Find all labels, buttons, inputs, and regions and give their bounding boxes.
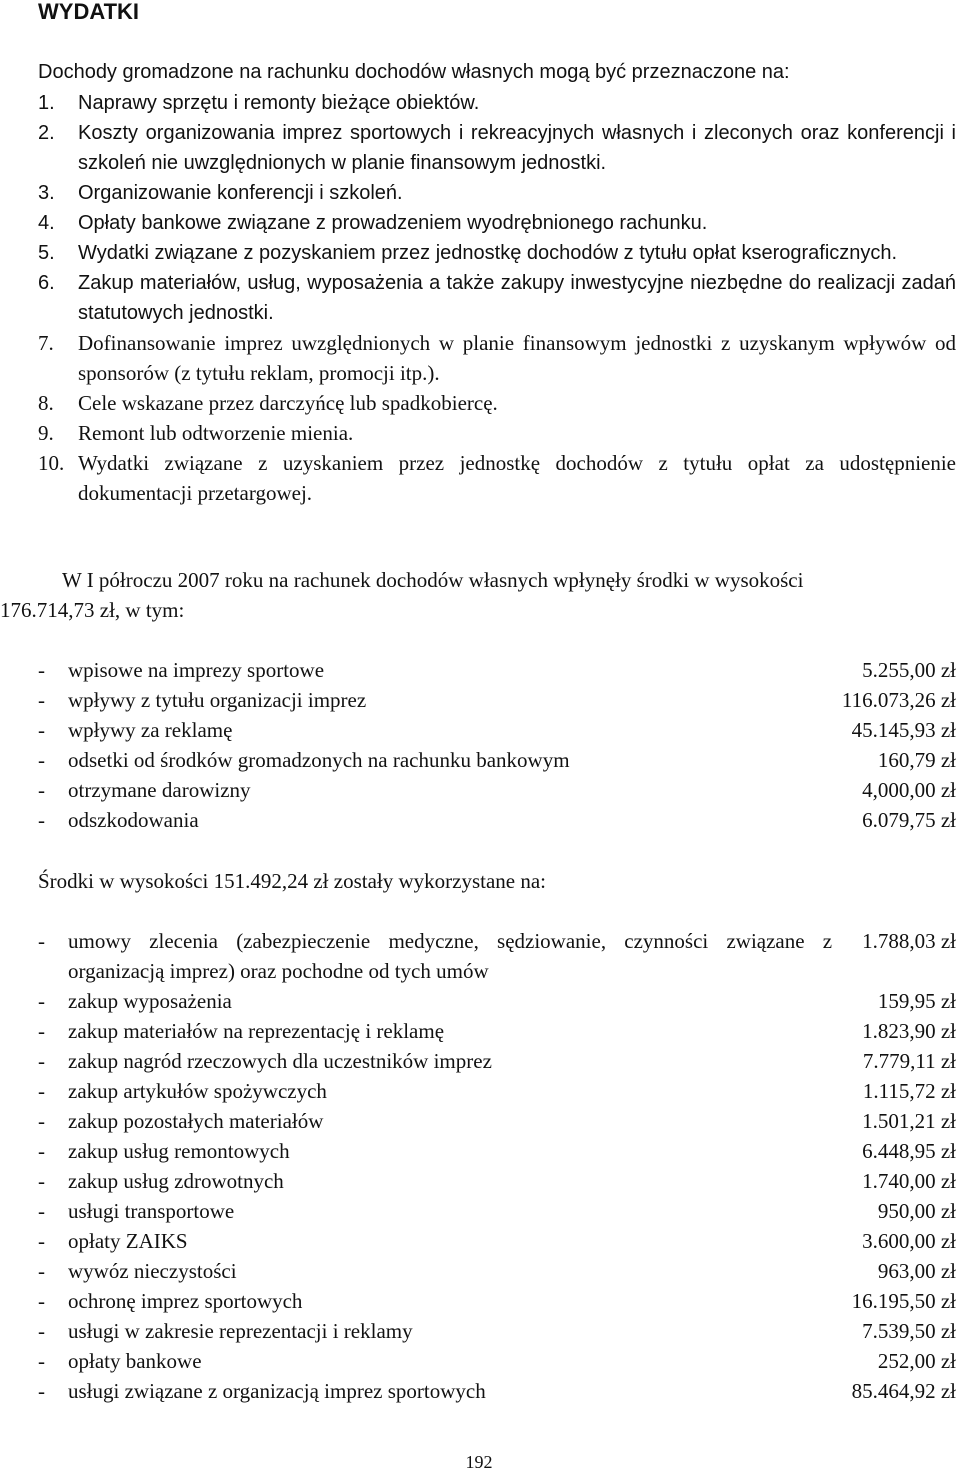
dash: - (38, 718, 45, 742)
item-number: 2. (38, 122, 55, 144)
list-item (38, 238, 956, 268)
income-row (38, 685, 956, 715)
spending-label: wywóz nieczystości (68, 1259, 237, 1283)
item-number: 5. (38, 242, 55, 264)
income-label: wpływy z tytułu organizacji imprez (68, 688, 367, 712)
spending-amount: 1.740,00 zł (862, 1169, 956, 1193)
item-number: 7. (38, 331, 54, 355)
dash: - (38, 929, 45, 953)
income-paragraph-line2: 176.714,73 zł, w tym: (0, 598, 185, 622)
spending-label: opłaty ZAIKS (68, 1229, 188, 1253)
list-item (38, 118, 956, 178)
spending-row (38, 1106, 956, 1136)
income-amount: 5.255,00 zł (862, 658, 956, 682)
spending-row (38, 926, 956, 986)
income-label: wpisowe na imprezy sportowe (68, 658, 325, 682)
dash: - (38, 1199, 45, 1223)
item-text: Wydatki związane z pozyskaniem przez jednostkę dochodów z tytułu opłat kserograficznych. (78, 242, 898, 264)
income-paragraph (0, 565, 958, 625)
spending-row (38, 1286, 956, 1316)
dash: - (38, 748, 45, 772)
spending-intro: Środki w wysokości 151.492,24 zł zostały wykorzystane na: (38, 869, 547, 893)
spending-label: zakup materiałów na reprezentację i reklamę (68, 1019, 445, 1043)
purposes-list (38, 88, 956, 508)
income-row (38, 805, 956, 835)
item-text: Wydatki związane z uzyskaniem przez jednostkę dochodów z tytułu opłat za udostępnienie dokumentacji przetargowej. (78, 451, 956, 505)
list-item (38, 268, 956, 328)
spending-row (38, 1346, 956, 1376)
spending-amount: 1.501,21 zł (862, 1109, 956, 1133)
list-item (38, 178, 956, 208)
item-text: Dofinansowanie imprez uwzględnionych w planie finansowym jednostki z uzyskanym wpływów od sponsorów (z tytułu reklam, promocji itp.). (78, 331, 956, 385)
item-number: 8. (38, 391, 54, 415)
spending-label: usługi w zakresie reprezentacji i reklamy (68, 1319, 413, 1343)
dash: - (38, 688, 45, 712)
dash: - (38, 1379, 45, 1403)
income-row (38, 715, 956, 745)
item-text: Zakup materiałów, usług, wyposażenia a także zakupy inwestycyjne niezbędne do realizacji zadań statutowych jednostki. (78, 272, 956, 324)
spending-label: zakup wyposażenia (68, 989, 232, 1013)
dash: - (38, 808, 45, 832)
income-amount: 4,000,00 zł (862, 778, 956, 802)
income-row (38, 745, 956, 775)
spending-row (38, 1256, 956, 1286)
intro-text: Dochody gromadzone na rachunku dochodów własnych mogą być przeznaczone na: (38, 61, 790, 83)
income-label: otrzymane darowizny (68, 778, 251, 802)
income-row (38, 655, 956, 685)
item-text: Opłaty bankowe związane z prowadzeniem wyodrębnionego rachunku. (78, 212, 708, 234)
dash: - (38, 778, 45, 802)
list-item (38, 448, 956, 508)
spending-amount: 963,00 zł (877, 1259, 956, 1283)
spending-row (38, 1166, 956, 1196)
spending-row (38, 1136, 956, 1166)
income-paragraph-line1: W I półroczu 2007 roku na rachunek dochodów własnych wpłynęły środki w wysokości (62, 568, 804, 592)
income-label: odszkodowania (68, 808, 199, 832)
dash: - (38, 1049, 45, 1073)
spending-row (38, 1046, 956, 1076)
income-amount: 116.073,26 zł (841, 688, 956, 712)
spending-amount: 16.195,50 zł (851, 1289, 956, 1313)
spending-row (38, 1016, 956, 1046)
item-text: Cele wskazane przez darczyńcę lub spadkobiercę. (78, 391, 498, 415)
spending-row (38, 986, 956, 1016)
list-item (38, 418, 956, 448)
spending-label: ochronę imprez sportowych (68, 1289, 303, 1313)
list-item (38, 388, 956, 418)
dash: - (38, 1079, 45, 1103)
item-number: 4. (38, 212, 55, 234)
income-amount: 45.145,93 zł (851, 718, 956, 742)
spending-label: umowy zlecenia (zabezpieczenie medyczne, sędziowanie, czynności związane z organizacją imprez) oraz pochodne od tych umów (68, 929, 833, 983)
item-number: 9. (38, 421, 54, 445)
dash: - (38, 1229, 45, 1253)
spending-amount: 85.464,92 zł (851, 1379, 956, 1403)
spending-label: zakup nagród rzeczowych dla uczestników imprez (68, 1049, 492, 1073)
spending-amount: 1.788,03 zł (862, 929, 956, 953)
spending-amount: 1.115,72 zł (862, 1079, 956, 1103)
spending-amount: 159,95 zł (877, 989, 956, 1013)
spending-amount: 950,00 zł (877, 1199, 956, 1223)
item-text: Naprawy sprzętu i remonty bieżące obiektów. (78, 92, 480, 114)
dash: - (38, 989, 45, 1013)
spending-label: zakup artykułów spożywczych (68, 1079, 327, 1103)
spending-list (38, 926, 956, 1406)
spending-label: zakup usług zdrowotnych (68, 1169, 284, 1193)
page-number: 192 (465, 1452, 493, 1472)
item-number: 1. (38, 92, 55, 114)
dash: - (38, 1259, 45, 1283)
dash: - (38, 1289, 45, 1313)
dash: - (38, 1169, 45, 1193)
item-number: 3. (38, 182, 55, 204)
income-amount: 160,79 zł (877, 748, 956, 772)
dash: - (38, 1349, 45, 1373)
spending-amount: 7.539,50 zł (862, 1319, 956, 1343)
item-text: Remont lub odtworzenie mienia. (78, 421, 354, 445)
spending-row (38, 1196, 956, 1226)
spending-amount: 1.823,90 zł (862, 1019, 956, 1043)
income-list (38, 655, 956, 835)
spending-amount: 252,00 zł (877, 1349, 956, 1373)
spending-row (38, 1076, 956, 1106)
dash: - (38, 1139, 45, 1163)
spending-row (38, 1376, 956, 1406)
list-item (38, 328, 956, 388)
spending-label: usługi transportowe (68, 1199, 235, 1223)
spending-amount: 6.448,95 zł (862, 1139, 956, 1163)
item-number: 10. (38, 451, 65, 475)
spending-label: usługi związane z organizacją imprez sportowych (68, 1379, 486, 1403)
item-number: 6. (38, 272, 55, 294)
spending-label: zakup pozostałych materiałów (68, 1109, 324, 1133)
income-row (38, 775, 956, 805)
spending-label: opłaty bankowe (68, 1349, 202, 1373)
item-text: Koszty organizowania imprez sportowych i rekreacyjnych własnych i zleconych oraz konferencji i szkoleń nie uwzględnionych w planie finansowym jednostki. (78, 122, 956, 174)
spending-amount: 7.779,11 zł (862, 1049, 956, 1073)
dash: - (38, 1319, 45, 1343)
income-label: wpływy za reklamę (68, 718, 233, 742)
dash: - (38, 1109, 45, 1133)
income-label: odsetki od środków gromadzonych na rachunku bankowym (68, 748, 570, 772)
section-heading: WYDATKI (38, 0, 140, 24)
dash: - (38, 658, 45, 682)
list-item (38, 208, 956, 238)
item-text: Organizowanie konferencji i szkoleń. (78, 182, 403, 204)
dash: - (38, 1019, 45, 1043)
spending-label: zakup usług remontowych (68, 1139, 290, 1163)
spending-amount: 3.600,00 zł (862, 1229, 956, 1253)
spending-row (38, 1226, 956, 1256)
list-item (38, 88, 956, 118)
spending-row (38, 1316, 956, 1346)
income-amount: 6.079,75 zł (862, 808, 956, 832)
